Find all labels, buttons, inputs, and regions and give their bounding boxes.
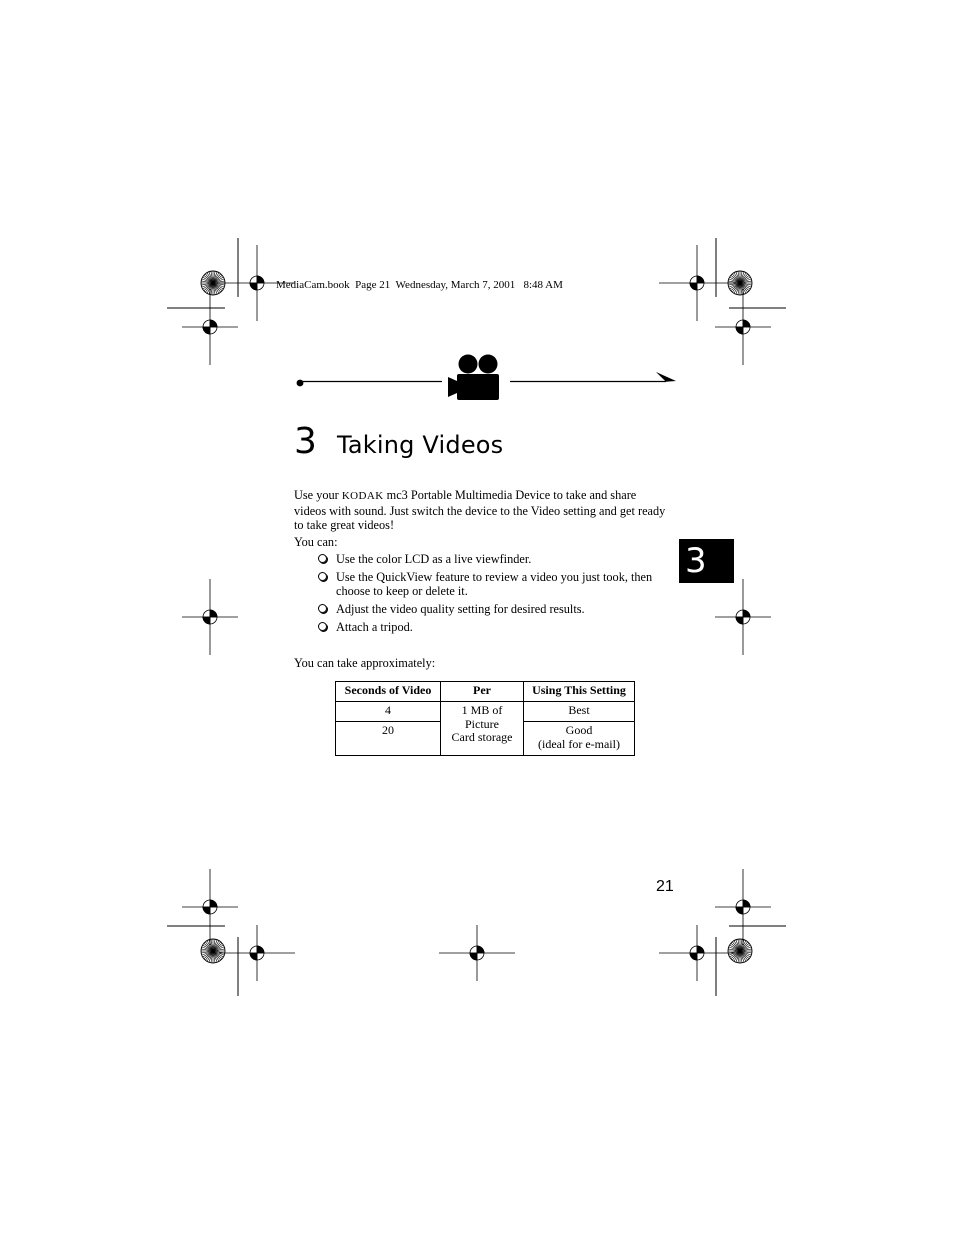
column-header-seconds: Seconds of Video [336,682,441,702]
video-capacity-table [335,681,635,756]
capacity-lead: You can take approximately: [294,656,436,670]
list-item: Use the color LCD as a live viewfinder. [318,552,678,566]
video-camera-icon [448,355,499,401]
starburst-mark-icon [201,271,225,295]
cell-seconds: 4 [336,702,441,722]
list-item: Adjust the video quality setting for desired results. [318,602,678,616]
starburst-mark-icon [201,939,225,963]
starburst-mark-icon [728,939,752,963]
table-header-row [336,682,635,702]
cell-setting: Good (ideal for e-mail) [524,722,635,756]
checkbox-bullet-icon [318,554,327,563]
list-item: Attach a tripod. [318,620,678,634]
starburst-mark-icon [728,271,752,295]
chapter-tab-marker: 3 [679,539,734,583]
you-can-lead: You can: [294,535,338,549]
chapter-header-rule [294,350,678,406]
checkbox-bullet-icon [318,622,327,631]
intro-paragraph: Use your KODAK mc3 Portable Multimedia Device to take and share videos with sound. Just switch the device to the Video setting and get ready to take great videos! [294,488,666,533]
brand-name: KODAK [341,490,384,502]
checkbox-bullet-icon [318,572,327,581]
column-header-per: Per [441,682,524,702]
column-header-setting: Using This Setting [524,682,635,702]
list-item: Use the QuickView feature to review a video you just took, then choose to keep or delete it. [318,570,678,598]
checkbox-bullet-icon [318,604,327,613]
cell-seconds: 20 [336,722,441,756]
chapter-number: 3 [294,421,317,462]
feature-list [318,552,678,637]
table-row [336,702,635,722]
print-slug: MediaCam.book Page 21 Wednesday, March 7, 2001 8:48 AM [276,279,563,291]
page-number: 21 [656,878,674,895]
cell-per-storage: 1 MB of Picture Card storage [441,702,524,756]
cell-setting: Best [524,702,635,722]
chapter-title: Taking Videos [337,431,504,459]
